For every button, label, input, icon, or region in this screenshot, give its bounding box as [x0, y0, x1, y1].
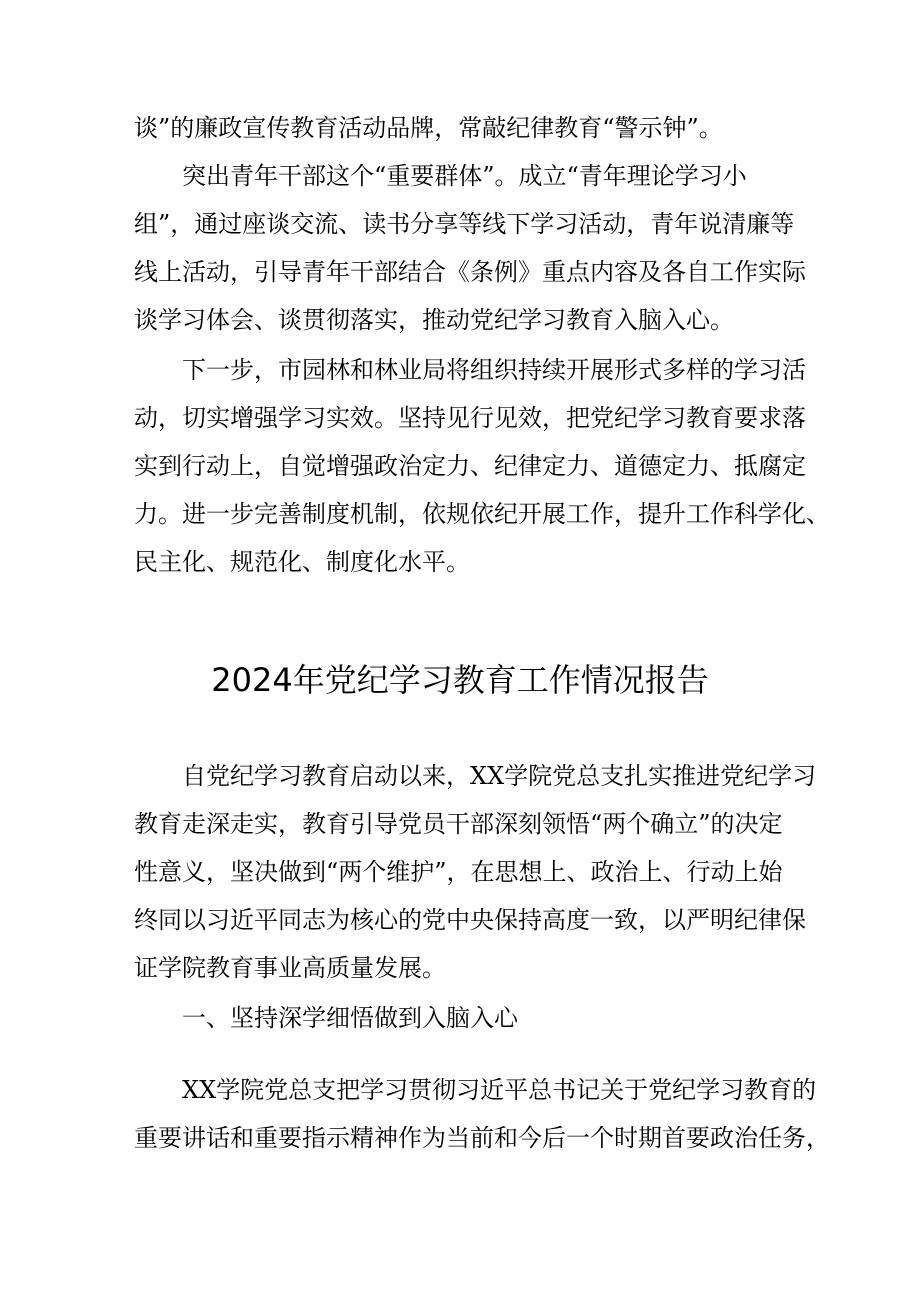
report-title: 2024年党纪学习教育工作情况报告	[211, 661, 709, 699]
paragraph-line: 谈”的廉政宣传教育活动品牌，常敲纪律教育“警示钟”。	[134, 114, 723, 142]
paragraph-line: 实到行动上，自觉增强政治定力、纪律定力、道德定力、抵腐定	[134, 452, 806, 480]
paragraph-line: 线上活动，引导青年干部结合《条例》重点内容及各自工作实际	[134, 258, 806, 286]
paragraph-line: 动，切实增强学习实效。坚持见行见效，把党纪学习教育要求落	[134, 404, 806, 432]
paragraph-line: 下一步，市园林和林业局将组织持续开展形式多样的学习活	[182, 356, 806, 384]
paragraph-line: 民主化、规范化、制度化水平。	[134, 548, 470, 576]
paragraph-line: 终同以习近平同志为核心的党中央保持高度一致，以严明纪律保	[134, 906, 806, 934]
paragraph-line: 谈学习体会、谈贯彻落实，推动党纪学习教育入脑入心。	[134, 306, 734, 334]
paragraph-line: 突出青年干部这个“重要群体”。成立“青年理论学习小	[182, 162, 747, 190]
paragraph-line: 性意义，坚决做到“两个维护”，在思想上、政治上、行动上始	[134, 858, 783, 886]
section-heading: 一、坚持深学细悟做到入脑入心	[182, 1004, 518, 1032]
paragraph-line: 力。进一步完善制度机制，依规依纪开展工作，提升工作科学化、	[134, 500, 830, 528]
paragraph-line: XX学院党总支把学习贯彻习近平总书记关于党纪学习教育的	[182, 1076, 817, 1104]
paragraph-line: 教育走深走实，教育引导党员干部深刻领悟“两个确立”的决定	[134, 810, 783, 838]
paragraph-line: 证学院教育事业高质量发展。	[134, 954, 446, 982]
paragraph-line: 组”，通过座谈交流、读书分享等线下学习活动，青年说清廉等	[134, 210, 795, 238]
paragraph-line: 重要讲话和重要指示精神作为当前和今后一个时期首要政治任务，	[134, 1124, 830, 1152]
paragraph-line: 自党纪学习教育启动以来，XX学院党总支扎实推进党纪学习	[182, 762, 817, 790]
